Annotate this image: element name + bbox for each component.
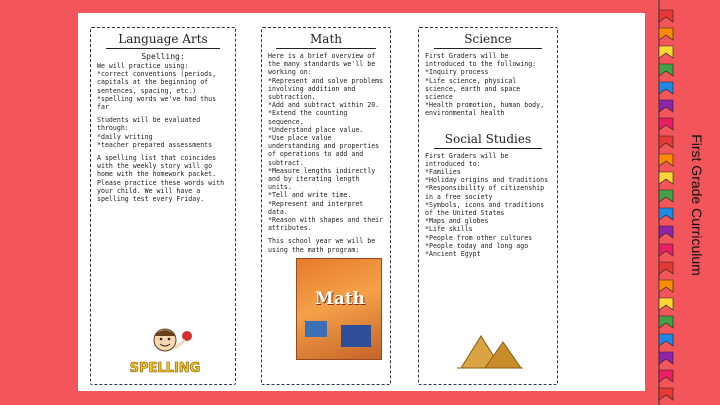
bunting-flag [659, 280, 673, 292]
math-book-label: Math [315, 289, 366, 309]
bunting-flag [659, 100, 673, 112]
spelling-kid-clipart [125, 326, 205, 380]
language-arts-spelling-list-text: A spelling list that coincides with the weekly story will go home with the homework packet. Please practice these words with your child. We will have a spelling test every Friday. [97, 154, 225, 204]
social-studies-title: Social Studies [434, 132, 542, 149]
bunting-flag [659, 388, 673, 400]
science-title: Science [434, 32, 542, 49]
bunting-flags [655, 0, 681, 405]
bunting-flag [659, 46, 673, 58]
language-arts-title: Language Arts [106, 32, 220, 49]
pyramids-clipart [455, 328, 525, 372]
math-standards-text: Here is a brief overview of the many standards we'll be working on: *Represent and solve problems involving addition and subtraction. *Add and subtract within 20. *Extend the counting sequence. *Understand place value. *Use place value understanding and properties of operations to add and subtract. *Measure lengths indirectly and by iterating length units. *Tell and write time. *Represent and interpret data. *Reason with shapes and their attributes. [268, 52, 384, 233]
bunting-flag [659, 136, 673, 148]
bunting-flag [659, 118, 673, 130]
bunting-flag [659, 334, 673, 346]
bunting-flag [659, 172, 673, 184]
bunting-flag [659, 64, 673, 76]
science-social-studies-panel [418, 27, 558, 385]
bunting-flag [659, 226, 673, 238]
bunting-flag [659, 316, 673, 328]
bunting-flag [659, 10, 673, 22]
bunting-flag [659, 352, 673, 364]
bunting-flag [659, 82, 673, 94]
bunting-flag [659, 298, 673, 310]
spelling-clipart-label: SPELLING [129, 361, 201, 376]
bunting-flag [659, 28, 673, 40]
bunting-flag [659, 154, 673, 166]
language-arts-practice-text: We will practice using: *correct conventions (periods, capitals at the beginning of sentences, spacing, etc.) *spelling words we've had thus far [97, 62, 217, 112]
bunting-flag [659, 208, 673, 220]
science-text: First Graders will be introduced to the following: *Inquiry process *Life science, physical science, earth and space science *Health promotion, human body, environmental health [425, 52, 545, 118]
math-title: Math [276, 32, 376, 49]
math-program-text: This school year we will be using the math program: [268, 237, 376, 254]
bunting-flag [659, 370, 673, 382]
social-studies-text: First Graders will be introduced to: *Families *Holiday origins and traditions *Responsibility of citizenship in a free society *Symbols, icons and traditions of the United States *Maps and globes *Life skills *People from other cultures *People today and long ago *Ancient Egypt [425, 151, 549, 259]
language-arts-evaluation-text: Students will be evaluated through: *daily writing *teacher prepared assessments [97, 116, 213, 149]
side-title: First Grade Curriculum [689, 134, 705, 276]
bunting-flag [659, 262, 673, 274]
language-arts-panel [90, 27, 236, 385]
book-cover-block [341, 325, 371, 347]
bunting-flag [659, 190, 673, 202]
book-cover-block [305, 321, 327, 337]
brochure-sheet [78, 13, 645, 391]
spelling-heading: Spelling: [141, 52, 185, 61]
bunting-flag [659, 244, 673, 256]
math-book-cover [296, 258, 382, 360]
